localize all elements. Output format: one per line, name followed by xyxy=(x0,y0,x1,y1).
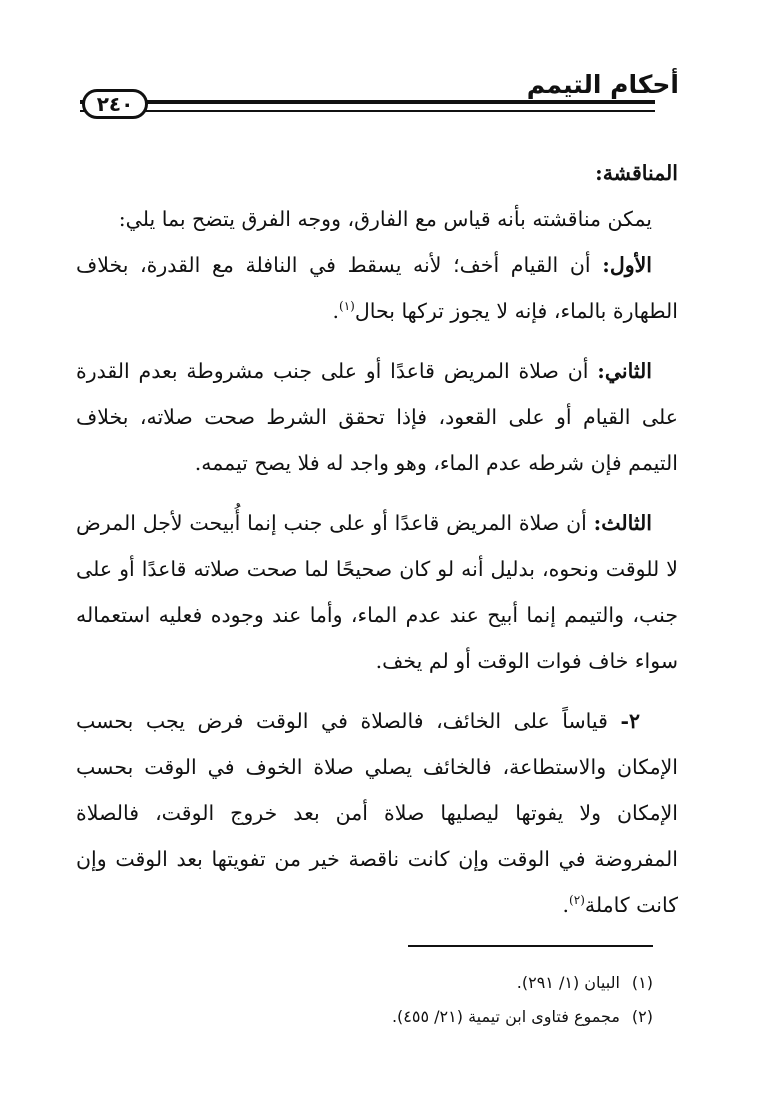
second-point-paragraph xyxy=(76,348,678,486)
footnote-separator xyxy=(408,945,653,947)
second-point-text: أن صلاة المريض قاعدًا أو على جنب مشروطة بعدم القدرة على القيام أو على القعود، فإذا تحقق الشرط صحت صلاته، بخلاف التيمم فإن شرطه عدم الماء، وهو واجد له فلا يصح تيممه. xyxy=(76,359,678,475)
intro-paragraph: يمكن مناقشته بأنه قياس مع الفارق، ووجه الفرق يتضح بما يلي: xyxy=(118,207,652,231)
point-two-text: قياساً على الخائف، فالصلاة في الوقت فرض يجب بحسب الإمكان والاستطاعة، فالخائف يصلي صلاة الخوف في الوقت بحسب الإمكان ولا يفوتها ليصليها صلاة أمن بعد خروج الوقت، فالصلاة المفروضة في الوقت وإن كانت ناقصة خير من تفويتها بعد الوقت وإن كانت كاملة xyxy=(76,709,678,917)
point-two-paragraph xyxy=(76,698,678,928)
third-point-text: أن صلاة المريض قاعدًا أو على جنب إنما أُبيحت لأجل المرض لا للوقت ونحوه، بدليل أنه لو كان صحيحًا لما صحت صلاته قاعدًا أو على جنب، والتيمم إنما أبيح عند عدم الماء، وأما عند وجوده فعليه استعماله سواء خاف فوات الوقت أو لم يخف. xyxy=(76,511,678,673)
third-point-label: الثالث: xyxy=(593,511,652,535)
third-point-paragraph xyxy=(76,500,678,684)
footnote-text: مجموع فتاوى ابن تيمية (٢١/ ٤٥٥). xyxy=(391,1007,620,1026)
footnote-item xyxy=(300,966,653,1000)
footnote-ref-1: (١) xyxy=(339,299,355,314)
first-point-paragraph xyxy=(76,242,678,334)
point-two-number: ٢- xyxy=(620,709,640,733)
first-point-end: . xyxy=(332,299,340,323)
footnote-ref-2: (٢) xyxy=(569,893,585,908)
header-rule-thick xyxy=(80,100,655,104)
footnote-item xyxy=(300,1000,653,1034)
footnote-number: (١) xyxy=(631,973,653,992)
footnote-text: البيان (١/ ٢٩١). xyxy=(516,973,620,992)
page-number-badge xyxy=(82,89,148,119)
body-text xyxy=(76,150,678,928)
footnote-number: (٢) xyxy=(631,1007,653,1026)
point-two-end: . xyxy=(562,893,570,917)
first-point-label: الأول: xyxy=(602,253,652,277)
first-point-text: أن القيام أخف؛ لأنه يسقط في النافلة مع القدرة، بخلاف الطهارة بالماء، فإنه لا يجوز تركها بحال xyxy=(76,253,678,323)
second-point-label: الثاني: xyxy=(597,359,652,383)
running-header-title: أحكام التيمم xyxy=(526,70,679,99)
page-number: ٢٤٠ xyxy=(96,92,134,116)
section-heading: المناقشة: xyxy=(595,161,678,185)
footnotes xyxy=(300,966,653,1034)
header-rule-thin xyxy=(80,110,655,112)
